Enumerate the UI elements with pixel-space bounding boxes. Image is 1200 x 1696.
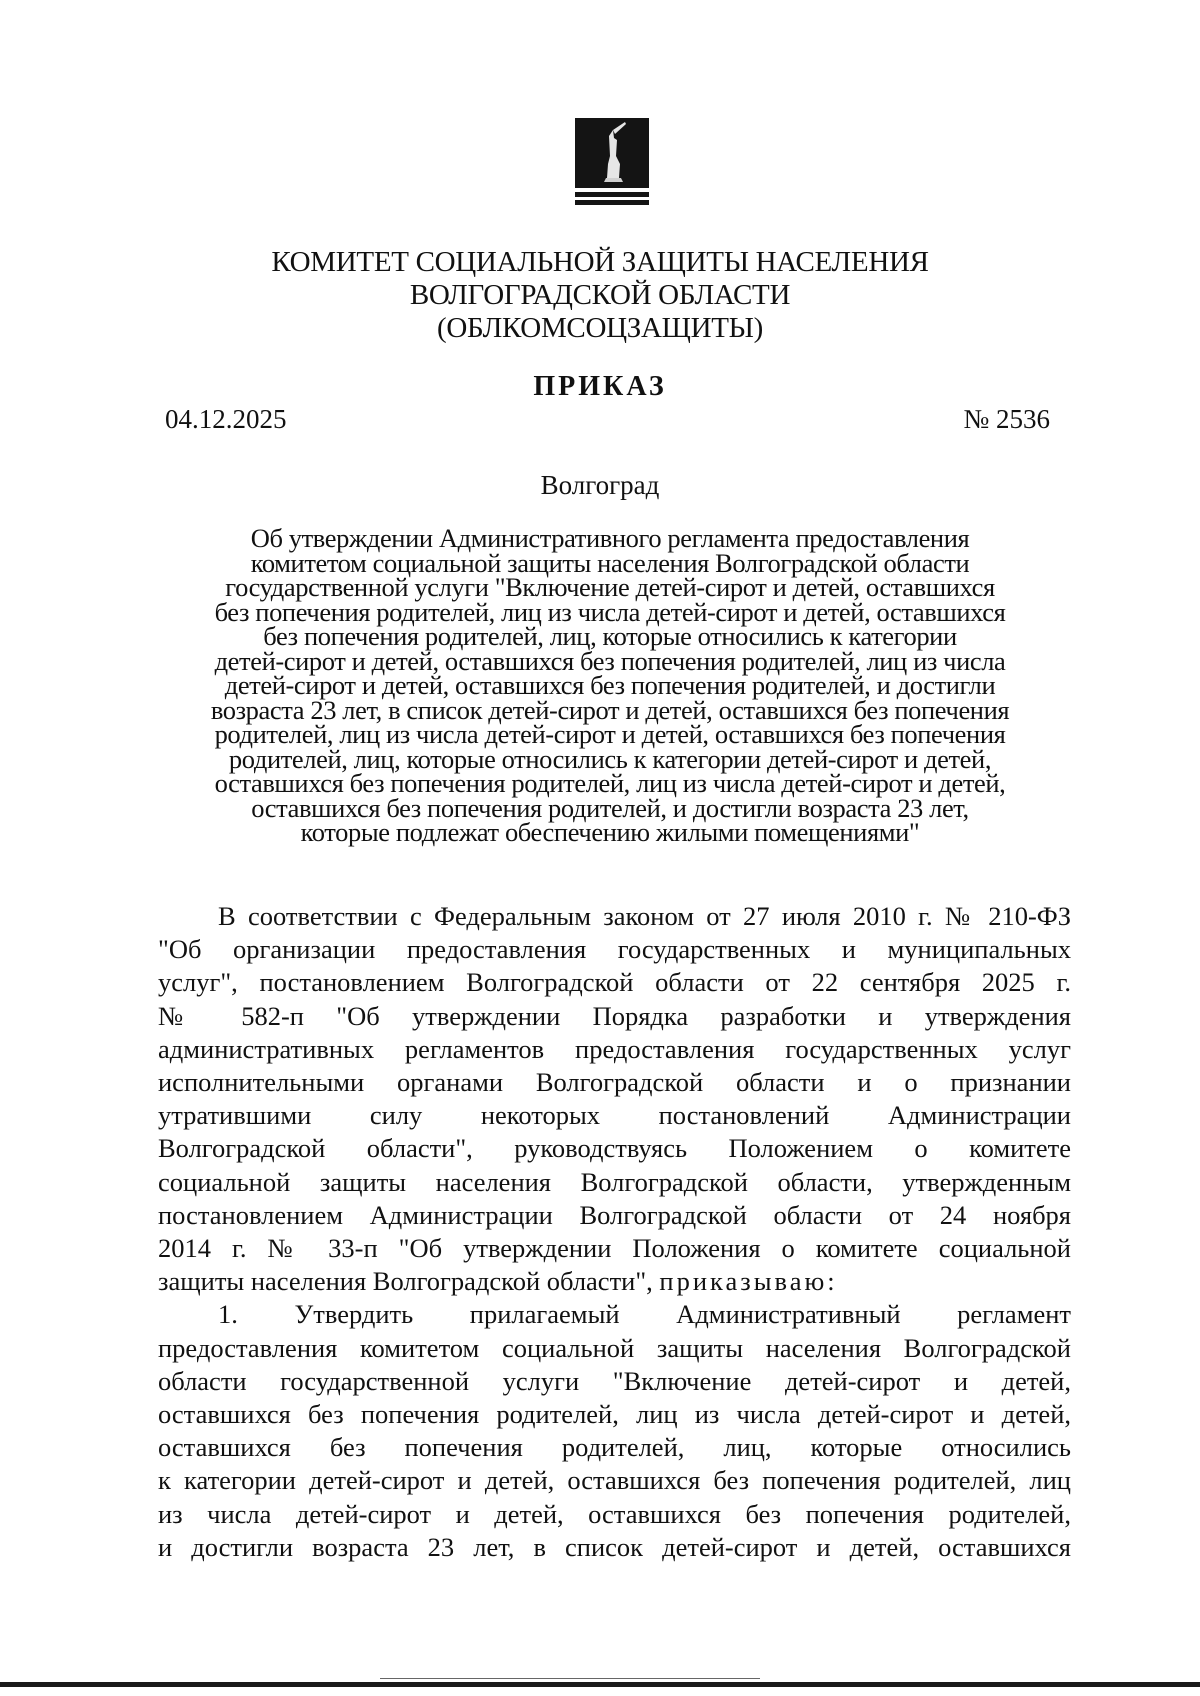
title-line: без попечения родителей, лиц, которые относились к категории [263, 621, 957, 651]
body-line: оставшихся без попечения родителей, лиц из числа детей-сирот и детей, [158, 1399, 1071, 1430]
organization-abbreviation: (ОБЛКОМСОЦЗАЩИТЫ) [436, 312, 763, 344]
body-line: к категории детей-сирот и детей, оставшихся без попечения родителей, лиц [158, 1465, 1071, 1496]
title-line: комитетом социальной защиты населения Волгоградской области [250, 547, 970, 578]
title-line: детей-сирот и детей, оставшихся без попечения родителей, и достигли [224, 670, 996, 700]
title-line: Об утверждении Административного регламента предоставления [250, 523, 970, 553]
body-line: В соответствии с Федеральным законом от 27 июля 2010 г. № 210-ФЗ [218, 901, 1071, 931]
body-line: и достигли возраста 23 лет, в список детей-сирот и детей, оставшихся [158, 1531, 1071, 1562]
body-line: социальной защиты населения Волгоградской области, утвержденным [158, 1166, 1071, 1197]
body-line: постановлением Администрации Волгоградской области от 24 ноября [158, 1199, 1071, 1230]
body-line: из числа детей-сирот и детей, оставшихся без попечения родителей, [158, 1498, 1071, 1529]
title-line: которые подлежат обеспечению жилыми помещениями" [300, 817, 920, 847]
body-line: "Об организации предоставления государственных и муниципальных [158, 934, 1071, 965]
order-date: 04.12.2025 [165, 404, 287, 434]
body-line: услуг", постановлением Волгоградской области от 22 сентября 2025 г. [158, 967, 1071, 998]
organization-name-line-2: ВОЛГОГРАДСКОЙ ОБЛАСТИ [409, 279, 791, 311]
body-line-text: защиты населения Волгоградской области", [158, 1266, 653, 1297]
order-body-text [158, 900, 1071, 1564]
title-line: родителей, лиц из числа детей-сирот и детей, оставшихся без попечения [214, 719, 1006, 749]
body-line: области государственной услуги "Включение детей-сирот и детей, [158, 1365, 1071, 1396]
body-line-with-order-word [158, 1265, 1071, 1298]
title-line: детей-сирот и детей, оставшихся без попечения родителей, лиц из числа [214, 645, 1006, 676]
body-line: 2014 г. № 33-п "Об утверждении Положения о комитете социальной [158, 1233, 1071, 1264]
order-subject-title [150, 523, 1070, 847]
title-line: государственной услуги "Включение детей-сирот и детей, оставшихся [225, 572, 995, 602]
body-line: Волгоградской области", руководствуясь Положением о комитете [158, 1133, 1071, 1164]
order-number: № 2536 [963, 404, 1050, 434]
title-line: без попечения родителей, лиц из числа детей-сирот и детей, оставшихся [214, 596, 1006, 627]
document-type-title: ПРИКАЗ [533, 371, 667, 402]
title-line: оставшихся без попечения родителей, лиц из числа детей-сирот и детей, [214, 768, 1006, 798]
city-name: Волгоград [540, 470, 660, 500]
coat-of-arms-emblem [573, 116, 651, 214]
order-word: приказываю: [659, 1266, 838, 1297]
body-line: исполнительными органами Волгоградской области и о признании [158, 1067, 1071, 1098]
paragraph-1-first-line: 1. Утвердить прилагаемый Административный регламент [218, 1299, 1071, 1330]
scan-edge-thin-line [380, 1678, 760, 1679]
body-line: административных регламентов предоставления государственных услуг [158, 1033, 1071, 1064]
scan-edge-bottom-border [0, 1682, 1200, 1687]
body-line: утратившими силу некоторых постановлений Администрации [158, 1100, 1071, 1131]
body-line: предоставления комитетом социальной защиты населения Волгоградской [158, 1332, 1071, 1363]
title-line: оставшихся без попечения родителей, и достигли возраста 23 лет, [251, 792, 969, 823]
body-line: № 582-п "Об утверждении Порядка разработки и утверждения [158, 1000, 1071, 1031]
organization-name-line-1: КОМИТЕТ СОЦИАЛЬНОЙ ЗАЩИТЫ НАСЕЛЕНИЯ [271, 246, 929, 278]
body-line: оставшихся без попечения родителей, лиц, которые относились [158, 1432, 1071, 1463]
title-line: родителей, лиц, которые относились к категории детей-сирот и детей, [228, 743, 992, 774]
title-line: возраста 23 лет, в список детей-сирот и детей, оставшихся без попечения [210, 694, 1010, 725]
